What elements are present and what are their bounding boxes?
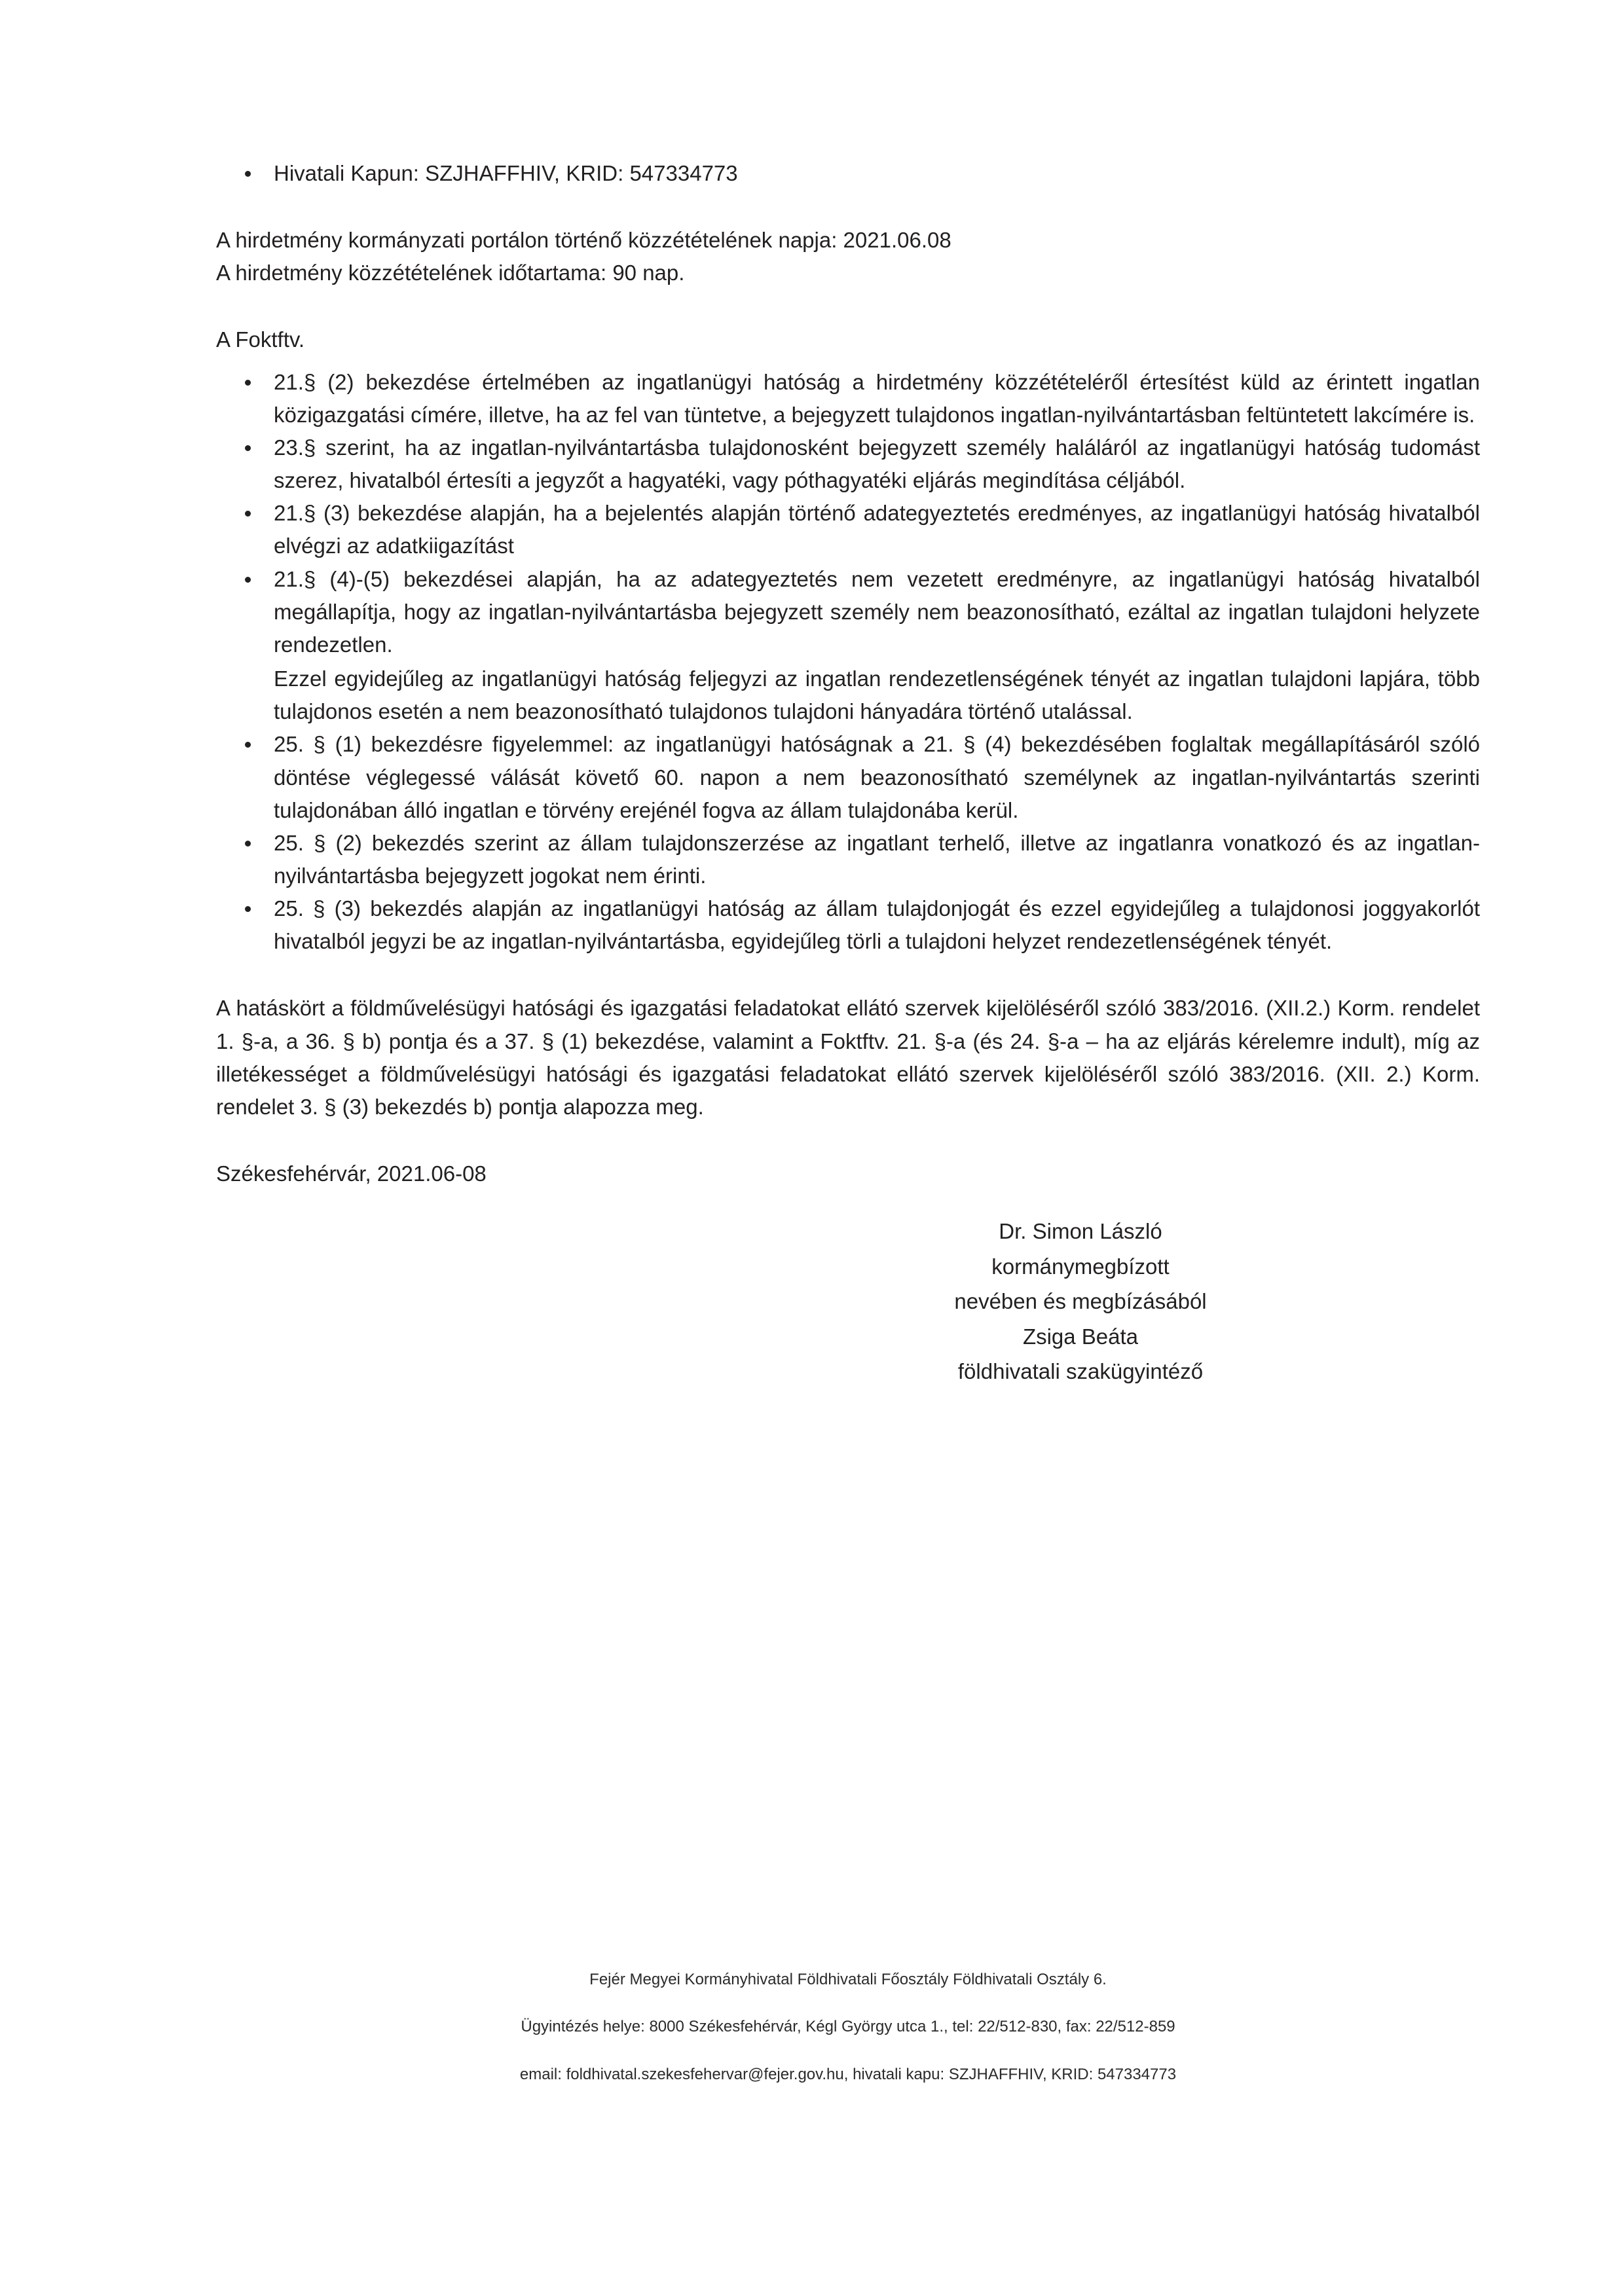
- law-heading: A Foktftv.: [216, 327, 305, 352]
- jurisdiction-paragraph: A hatáskört a földművelésügyi hatósági és igazgatási feladatokat ellátó szervek kijelöléséről szóló 383/2016. (XII.2.) Korm. rendelet 1. §-a, a 36. § b) pontja és a 37. § (1) bekezdése, valamint a Foktftv. 21. §-a (és 24. §-a – ha az eljárás kérelemre indult), míg az illetékességet a földművelésügyi hatósági és igazgatási feladatokat ellátó szervek kijelöléséről szóló 383/2016. (XII. 2.) Korm. rendelet 3. § (3) bekezdés b) pontja alapozza meg.: [216, 996, 1480, 1119]
- footer-office-line: Fejér Megyei Kormányhivatal Földhivatali Főosztály Földhivatali Osztály 6.: [589, 1971, 1107, 1988]
- page-footer: [216, 1967, 1480, 2087]
- on-behalf-line: nevében és megbízásából: [954, 1289, 1207, 1314]
- provision-text: 25. § (2) bekezdés szerint az állam tulajdonszerzése az ingatlant terhelő, illetve az ingatlanra vonatkozó és az ingatlan-nyilvántartásba bejegyzett jogokat nem érinti.: [274, 830, 1480, 888]
- signer-title: földhivatali szakügyintéző: [957, 1359, 1204, 1384]
- provision-text: 21.§ (4)-(5) bekezdései alapján, ha az adategyeztetés nem vezetett eredményre, az ingatlanügyi hatóság hivatalból megállapítja, hogy az ingatlan-nyilvántartásba bejegyzett személy nem beazonosítható, ezáltal az ingatlan tulajdoni helyzete rendezetlen.: [274, 566, 1480, 657]
- provision-text: 23.§ szerint, ha az ingatlan-nyilvántartásba tulajdonosként bejegyzett személy haláláról az ingatlanügyi hatóság tudomást szerez, hivatalból értesíti a jegyzőt a hagyatéki, vagy póthagyatéki eljárás megindítása céljából.: [274, 435, 1480, 493]
- list-item: [216, 563, 1480, 729]
- signatory-title: kormánymegbízott: [991, 1254, 1170, 1279]
- publication-date-line: A hirdetmény kormányzati portálon történő közzétételének napja: 2021.06.08: [216, 228, 951, 253]
- list-item: [216, 431, 1480, 497]
- provision-text: 25. § (1) bekezdésre figyelemmel: az ingatlanügyi hatóságnak a 21. § (4) bekezdésében foglaltak megállapításáról szóló döntése véglegessé válását követő 60. napon a nem beazonosítható személynek az ingatlan-nyilvántartás szerinti tulajdonában álló ingatlan e törvény erejénél fogva az állam tulajdonába kerül.: [274, 732, 1480, 822]
- place-and-date: Székesfehérvár, 2021.06-08: [216, 1161, 487, 1186]
- signature-block: [714, 1214, 1447, 1389]
- provision-text: 21.§ (2) bekezdése értelmében az ingatlanügyi hatóság a hirdetmény közzétételéről értesítést küld az érintett ingatlan közigazgatási címére, illetve, ha az fel van tüntetve, a bejegyzett tulajdonos ingatlan-nyilvántartásban feltüntetett lakcímére is.: [274, 369, 1480, 427]
- hivatali-kapu-line: Hivatali Kapun: SZJHAFFHIV, KRID: 547334773: [274, 161, 738, 185]
- provision-text: 21.§ (3) bekezdése alapján, ha a bejelentés alapján történő adategyeztetés eredményes, az ingatlanügyi hatóság hivatalból elvégzi az adatkiigazítást: [274, 501, 1480, 558]
- publication-duration-line: A hirdetmény közzétételének időtartama: 90 nap.: [216, 261, 685, 285]
- jurisdiction-block: [216, 992, 1480, 1123]
- list-item: [216, 728, 1480, 826]
- list-item: [216, 497, 1480, 562]
- document-body: [216, 157, 1480, 1389]
- footer-email-line: email: foldhivatal.szekesfehervar@fejer.gov.hu, hivatali kapu: SZJHAFFHIV, KRID: 547334773: [519, 2065, 1177, 2083]
- contact-bullet-list: [216, 157, 1480, 190]
- list-item: [216, 366, 1480, 431]
- footer-address-line: Ügyintézés helye: 8000 Székesfehérvár, Kégl György utca 1., tel: 22/512-830, fax: 22/512-859: [521, 2018, 1175, 2036]
- list-item: [216, 827, 1480, 892]
- signer-name: Zsiga Beáta: [1022, 1324, 1139, 1349]
- signatory-name: Dr. Simon László: [999, 1219, 1162, 1244]
- provision-subtext: Ezzel egyidejűleg az ingatlanügyi hatóság feljegyzi az ingatlan rendezetlenségének tényét az ingatlan tulajdoni lapjára, több tulajdonos esetén a nem beazonosítható tulajdonos tulajdoni hányadára történő utalással.: [274, 666, 1480, 724]
- list-item: [216, 892, 1480, 958]
- law-provisions-list: [216, 366, 1480, 958]
- list-item: [216, 157, 1480, 190]
- provision-text: 25. § (3) bekezdés alapján az ingatlanügyi hatóság az állam tulajdonjogát és ezzel egyidejűleg a tulajdonosi joggyakorlót hivatalból jegyzi be az ingatlan-nyilvántartásba, egyidejűleg törli a tulajdoni helyzet rendezetlenségének tényét.: [274, 896, 1480, 954]
